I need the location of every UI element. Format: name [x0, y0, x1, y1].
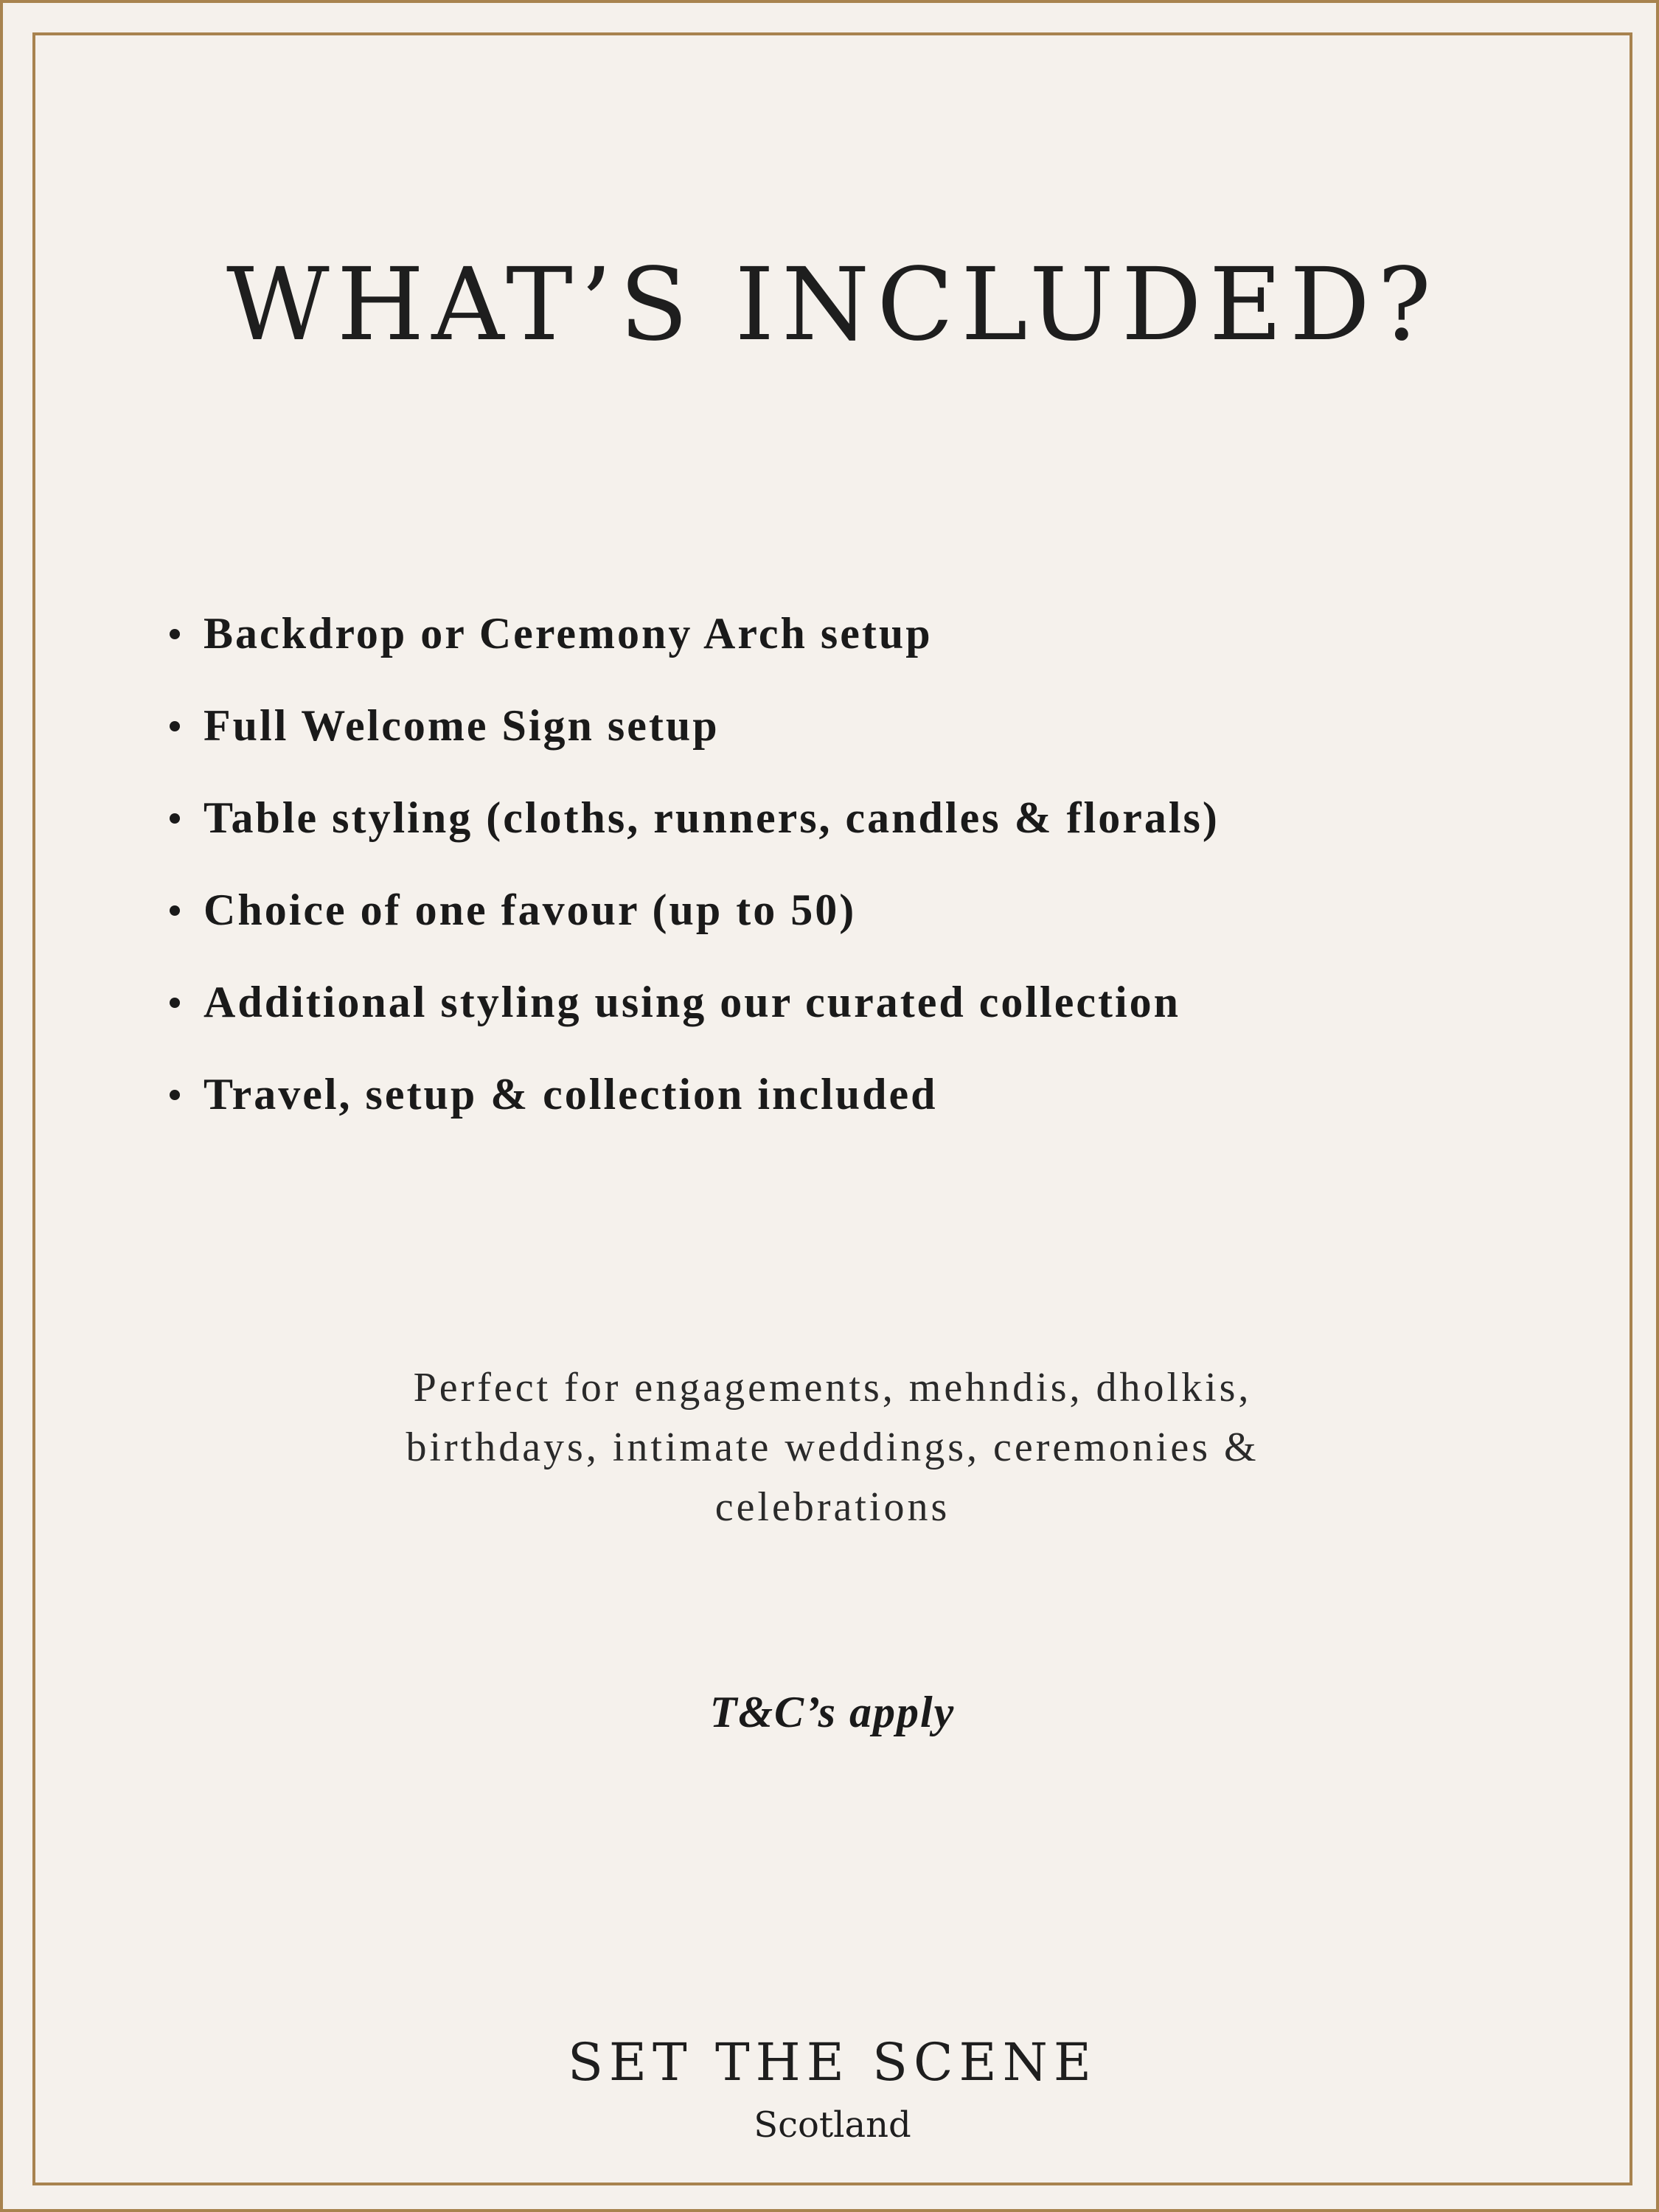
list-item: [167, 685, 1220, 777]
list-item: [167, 777, 1220, 869]
list-item-text: Travel, setup & collection included: [204, 1070, 938, 1119]
bullet-icon: [170, 905, 180, 916]
brand-name: SET THE SCENE: [567, 2032, 1098, 2093]
included-list: [167, 593, 1220, 1146]
list-item-text: Full Welcome Sign setup: [204, 701, 720, 750]
list-item-text: Table styling (cloths, runners, candles & florals): [204, 793, 1220, 842]
bullet-icon: [170, 721, 180, 731]
bullet-icon: [170, 813, 180, 824]
list-item: [167, 593, 1220, 685]
list-item-text: Backdrop or Ceremony Arch setup: [204, 609, 933, 658]
occasions-tagline: Perfect for engagements, mehndis, dholkis, birthdays, intimate weddings, ceremonies & celebrations: [406, 1365, 1259, 1530]
list-item: [167, 961, 1220, 1054]
list-item: [167, 1054, 1220, 1146]
terms-note: T&C’s apply: [709, 1688, 956, 1736]
bullet-icon: [170, 1090, 180, 1100]
bullet-icon: [170, 629, 180, 639]
bullet-icon: [170, 998, 180, 1008]
page-title: WHAT’S INCLUDED?: [226, 247, 1439, 364]
list-item: [167, 869, 1220, 961]
brand-location: Scotland: [754, 2104, 911, 2146]
list-item-text: Choice of one favour (up to 50): [204, 886, 857, 934]
list-item-text: Additional styling using our curated collection: [204, 978, 1181, 1026]
